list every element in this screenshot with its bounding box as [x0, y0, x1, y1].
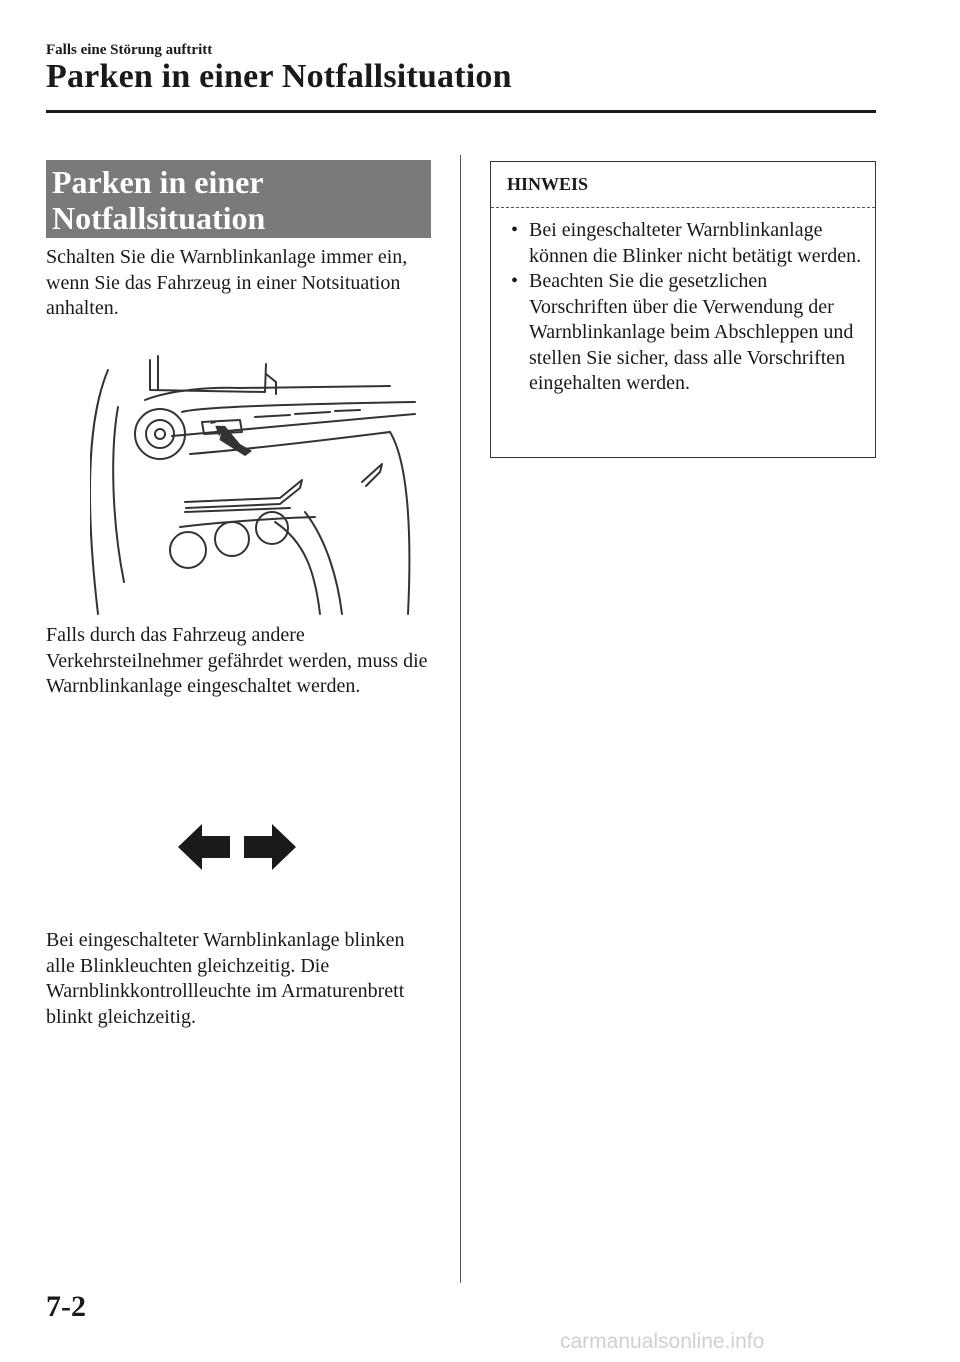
dashboard-hazard-illustration: [90, 352, 420, 617]
page-title: Parken in einer Notfallsituation: [46, 58, 512, 95]
bullet-icon: •: [511, 219, 519, 241]
section-heading-line2: Notfallsituation: [52, 200, 266, 236]
note-title: HINWEIS: [507, 174, 589, 194]
column-divider: [460, 155, 461, 1283]
note-list: [507, 218, 862, 397]
note-item-text: Beachten Sie die gesetzlichen Vorschriften über die Verwendung der Warnblinkanlage beim Abschleppen und stellen Sie sicher, dass alle Vorschriften eingehalten werden.: [529, 270, 854, 394]
note-divider: [491, 207, 875, 208]
title-rule: [46, 110, 876, 113]
note-box: [490, 161, 876, 458]
section-heading: [46, 160, 431, 238]
page-number: 7-2: [46, 1290, 86, 1323]
paragraph-intro: Schalten Sie die Warnblinkanlage immer ein, wenn Sie das Fahrzeug in einer Notsituation anhalten.: [46, 246, 408, 319]
note-item: [507, 269, 862, 397]
bullet-icon: •: [511, 270, 519, 292]
section-heading-line1: Parken in einer: [52, 164, 264, 200]
note-item-text: Bei eingeschalteter Warnblinkanlage können die Blinker nicht betätigt werden.: [529, 219, 862, 267]
watermark: carmanualsonline.info: [560, 1330, 765, 1353]
paragraph-danger: Falls durch das Fahrzeug andere Verkehrsteilnehmer gefährdet werden, muss die Warnblinkanlage eingeschaltet werden.: [46, 624, 428, 697]
hazard-arrows-icon: [178, 824, 296, 870]
note-item: [507, 218, 862, 269]
chapter-kicker: Falls eine Störung auftritt: [46, 42, 213, 58]
paragraph-blinking: Bei eingeschalteter Warnblinkanlage blinken alle Blinkleuchten gleichzeitig. Die Warnblinkkontrollleuchte im Armaturenbrett blinkt gleichzeitig.: [46, 929, 405, 1028]
